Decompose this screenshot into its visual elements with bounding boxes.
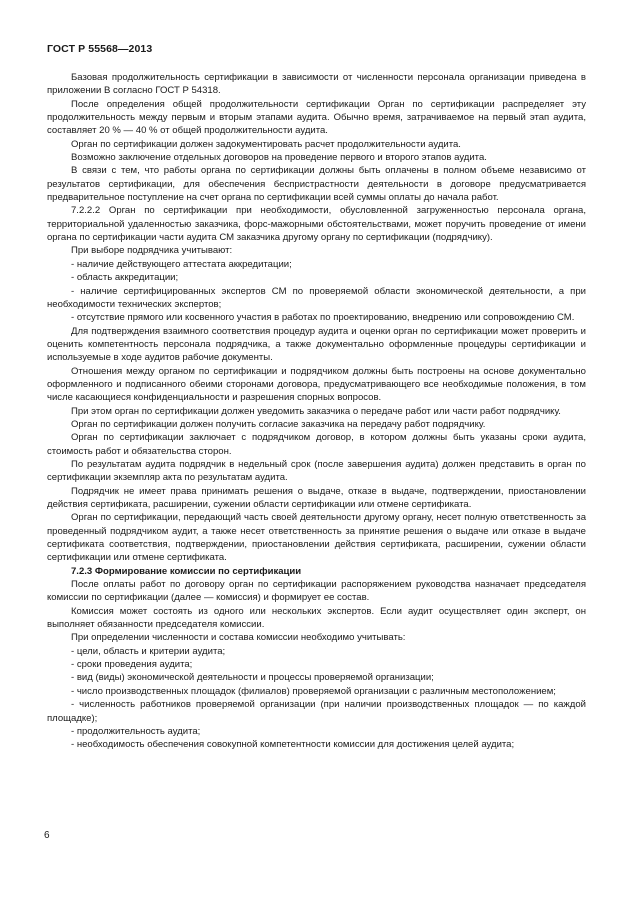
paragraph: Комиссия может состоять из одного или нескольких экспертов. Если аудит осуществляет один эксперт, он выполняет обязанности председателя комиссии. (47, 605, 586, 631)
paragraph: Орган по сертификации, передающий часть своей деятельности другому органу, несет полную ответственность за проведенный подрядчиком аудит, а также несет ответственность за принятие решения о выдаче или отказе в выдаче сертификата соответствия, подтверждении, приостановлении действия сертификата, расширении, сужении области сертификации или отмене сертификата. (47, 512, 586, 564)
document-header: ГОСТ Р 55568—2013 (47, 43, 153, 55)
paragraph: Орган по сертификации должен задокументировать расчет продолжительности аудита. (71, 138, 461, 150)
paragraph: Отношения между органом по сертификации и подрядчиком должны быть построены на основе документально оформленного и подписанного обеими сторонами договора, предусматривающего все необходимые положения, в том числе касающиеся конфиденциальности и разрешения спорных вопросов. (47, 365, 586, 404)
paragraph: При этом орган по сертификации должен уведомить заказчика о передаче работ или части работ подрядчику. (71, 405, 561, 417)
paragraph: 7.2.2.2 Орган по сертификации при необходимости, обусловленной загруженностью персонала органа, территориальной удаленностью заказчика, форс-мажорными обстоятельствами, может поручить проведение от имени органа по сертификации части аудита СМ заказчика другому органу по сертификации (подрядчику). (47, 205, 586, 244)
paragraph: После оплаты работ по договору орган по сертификации распоряжением руководства назначает председателя комиссии по сертификации (далее — комиссия) и формирует ее состав. (47, 579, 586, 604)
paragraph: Возможно заключение отдельных договоров на проведение первого и второго этапов аудита. (71, 152, 487, 164)
paragraph: При выборе подрядчика учитывают: (71, 245, 233, 257)
list-item: - наличие действующего аттестата аккредитации; (71, 258, 292, 270)
paragraph: После определения общей продолжительности сертификации Орган по сертификации распределяет эту продолжительность между первым и вторым этапами аудита. Обычно время, затрачиваемое на первый этап аудита, составляет 20 % — 40 % от общей продолжительности аудита. (47, 98, 586, 137)
list-item: - необходимость обеспечения совокупной компетентности комиссии для достижения целей аудита; (71, 739, 515, 751)
list-item: - область аккредитации; (71, 272, 179, 284)
paragraph: Орган по сертификации заключает с подрядчиком договор, в котором должны быть указаны сроки аудита, стоимость работ и обязательства сторон. (47, 432, 586, 457)
document-body (47, 71, 586, 752)
list-item: - вид (виды) экономической деятельности и процессы проверяемой организации; (71, 672, 434, 684)
paragraph: В связи с тем, что работы органа по сертификации должны быть оплачены в полном объеме независимо от результатов сертификации, для обеспечения беспристрастности деятельности в договоре предусматривается предварительное поступление на счет органа по сертификации всей суммы оплаты до начала работ. (47, 165, 586, 204)
paragraph: По результатам аудита подрядчик в недельный срок (после завершения аудита) должен представить в орган по сертификации экземпляр акта по результатам аудита. (47, 458, 586, 484)
list-item: - цели, область и критерии аудита; (71, 645, 226, 657)
list-item: - сроки проведения аудита; (71, 659, 193, 671)
paragraph: Подрядчик не имеет права принимать решения о выдаче, отказе в выдаче, подтверждении, приостановлении действия сертификата, расширении, сужении области сертификации или отмене сертификата. (47, 485, 586, 510)
list-item: - численность работников проверяемой организации (при наличии производственных площадок — по каждой площадке); (47, 699, 586, 724)
paragraph: Для подтверждения взаимного соответствия процедур аудита и оценки орган по сертификации может проверить и оценить компетентность персонала подрядчика, а также документально оформленные процедуры сертификации и используемые в ходе аудитов рабочие документы. (47, 325, 586, 364)
page-number: 6 (44, 830, 50, 841)
list-item: - наличие сертифицированных экспертов СМ по проверяемой области экономической деятельности, а при необходимости технических экспертов; (47, 285, 586, 310)
section-heading: 7.2.3 Формирование комиссии по сертификации (71, 565, 302, 577)
paragraph: Орган по сертификации должен получить согласие заказчика на передачу работ подрядчику. (71, 418, 486, 430)
list-item: - число производственных площадок (филиалов) проверяемой организации с различным местоположением; (71, 685, 556, 697)
paragraph: Базовая продолжительность сертификации в зависимости от численности персонала организации приведена в приложении В согласно ГОСТ Р 54318. (47, 72, 586, 97)
paragraph: При определении численности и состава комиссии необходимо учитывать: (71, 632, 406, 644)
list-item: - продолжительность аудита; (71, 725, 201, 737)
list-item: - отсутствие прямого или косвенного участия в работах по проектированию, внедрению или сопровождению СМ. (71, 312, 575, 324)
